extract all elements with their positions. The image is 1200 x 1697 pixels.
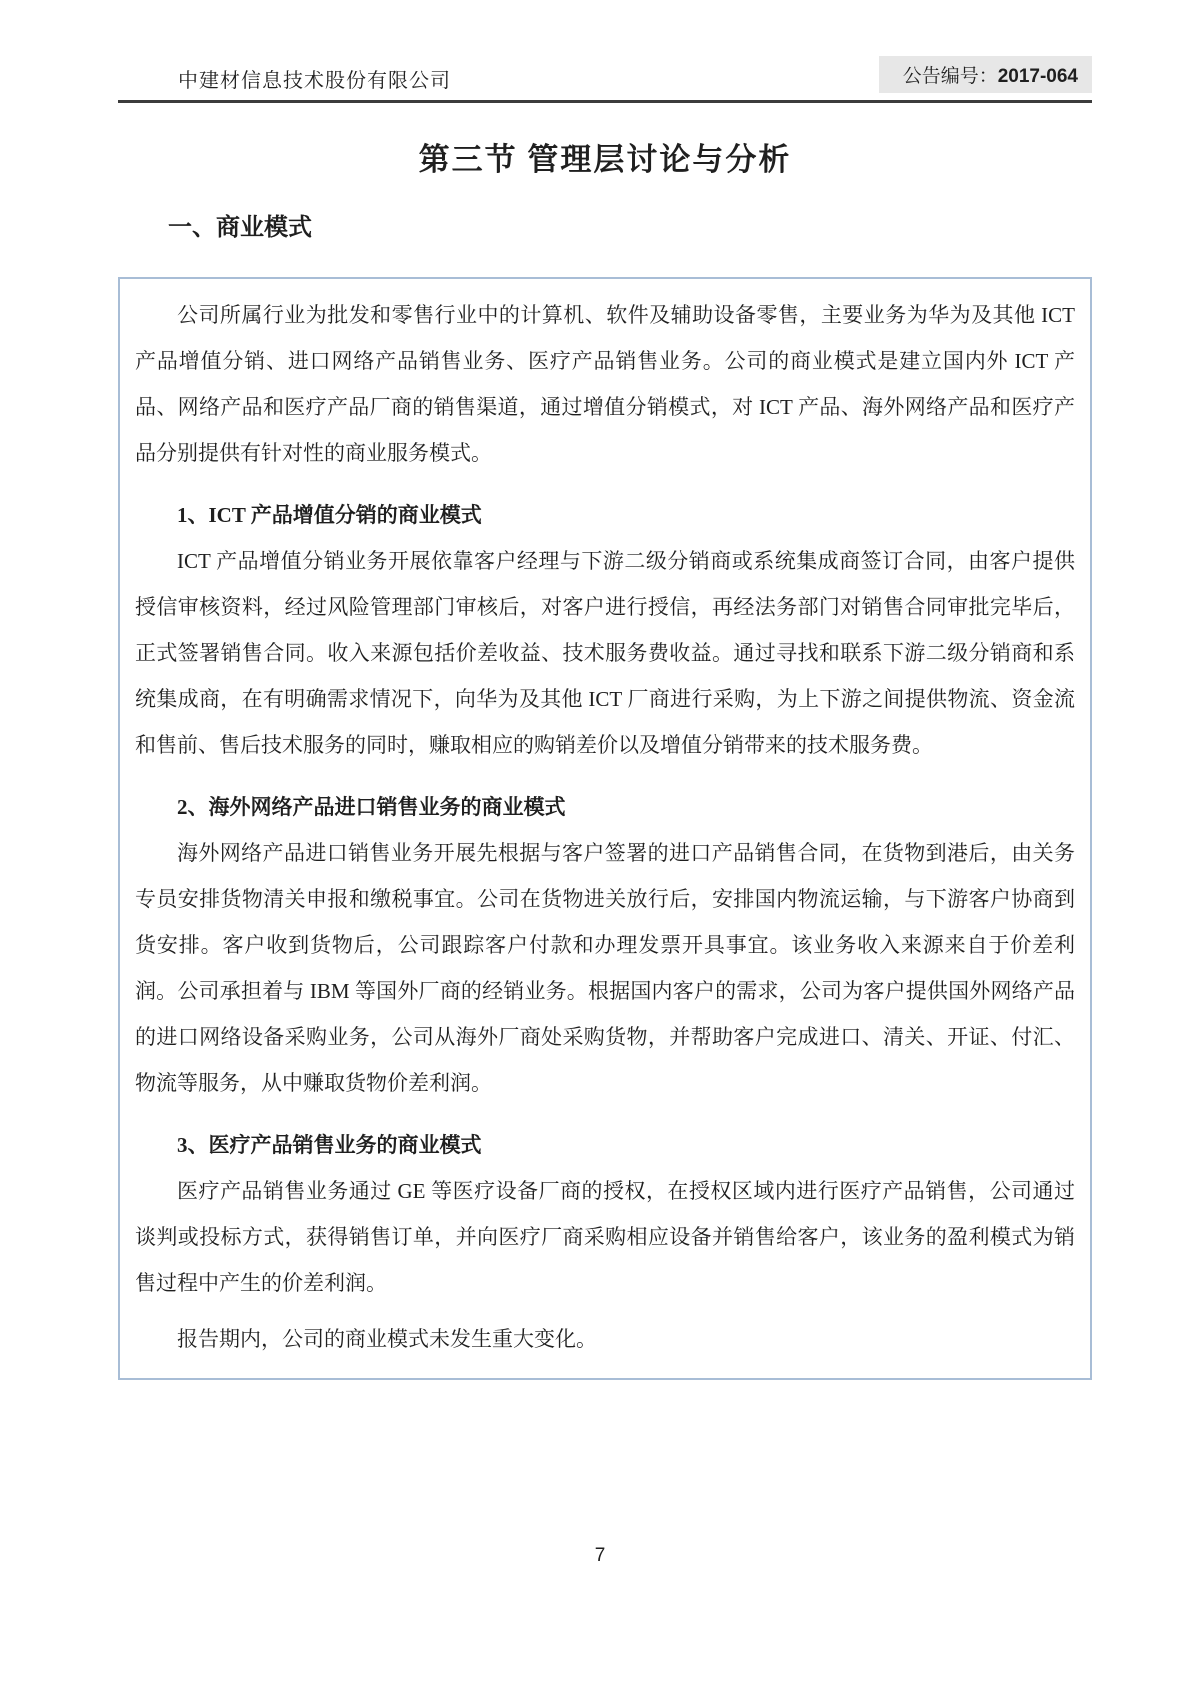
- header-divider: [118, 100, 1092, 103]
- subsection-body-ict: ICT 产品增值分销业务开展依靠客户经理与下游二级分销商或系统集成商签订合同，由客户提供授信审核资料，经过风险管理部门审核后，对客户进行授信，再经法务部门对销售合同审批完毕后，正式签署销售合同。收入来源包括价差收益、技术服务费收益。通过寻找和联系下游二级分销商和系统集成商，在有明确需求情况下，向华为及其他 ICT 厂商进行采购，为上下游之间提供物流、资金流和售前、售后技术服务的同时，赚取相应的购销差价以及增值分销带来的技术服务费。: [135, 549, 1075, 757]
- subsection-heading-ict: 1、ICT 产品增值分销的商业模式: [177, 503, 482, 527]
- announcement-label: 公告编号：: [902, 66, 998, 87]
- subsection-body-medical: 医疗产品销售业务通过 GE 等医疗设备厂商的授权，在授权区域内进行医疗产品销售，公司通过谈判或投标方式，获得销售订单，并向医疗厂商采购相应设备并销售给客户，该业务的盈利模式为销售过程中产生的价差利润。: [135, 1179, 1075, 1295]
- subsection-body-overseas-network: 海外网络产品进口销售业务开展先根据与客户签署的进口产品销售合同，在货物到港后，由关务专员安排货物清关申报和缴税事宜。公司在货物进关放行后，安排国内物流运输，与下游客户协商到货安排。客户收到货物后，公司跟踪客户付款和办理发票开具事宜。该业务收入来源来自于价差利润。公司承担着与 IBM 等国外厂商的经销业务。根据国内客户的需求，公司为客户提供国外网络产品的进口网络设备采购业务，公司从海外厂商处采购货物，并帮助客户完成进口、清关、开证、付汇、物流等服务，从中赚取货物价差利润。: [135, 841, 1075, 1095]
- announcement-number: [879, 56, 1092, 93]
- page-number: 7: [594, 1545, 606, 1566]
- subsection-heading-medical: 3、医疗产品销售业务的商业模式: [177, 1133, 482, 1157]
- business-model-box: [118, 277, 1092, 1380]
- announcement-no-value: 2017-064: [997, 66, 1078, 87]
- company-name: 中建材信息技术股份有限公司: [178, 70, 451, 92]
- page-title: 第三节 管理层讨论与分析: [418, 142, 792, 177]
- page-header: [118, 0, 1092, 100]
- section-heading-business-model: 一、商业模式: [168, 214, 312, 241]
- page-footer: [0, 1545, 1200, 1567]
- page-content: [118, 0, 1092, 1380]
- closing-paragraph: 报告期内，公司的商业模式未发生重大变化。: [177, 1327, 597, 1351]
- subsection-heading-overseas-network: 2、海外网络产品进口销售业务的商业模式: [177, 795, 566, 819]
- intro-paragraph: 公司所属行业为批发和零售行业中的计算机、软件及辅助设备零售，主要业务为华为及其他 ICT 产品增值分销、进口网络产品销售业务、医疗产品销售业务。公司的商业模式是建立国内外 ICT 产品、网络产品和医疗产品厂商的销售渠道，通过增值分销模式，对 ICT 产品、海外网络产品和医疗产品分别提供有针对性的商业服务模式。: [135, 303, 1075, 465]
